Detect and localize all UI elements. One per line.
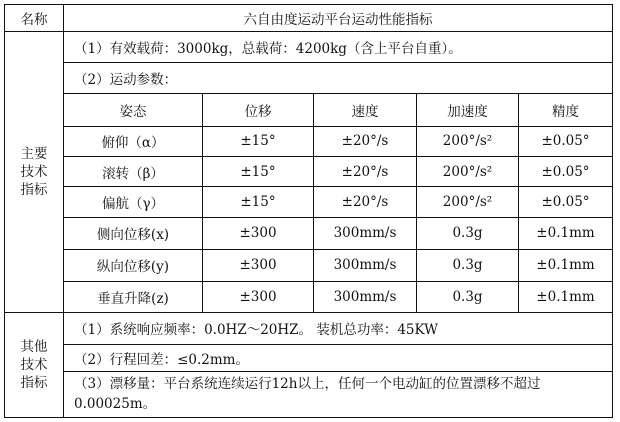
cell-acceleration: 200°/s² — [417, 156, 519, 186]
cell-attitude: 滚转（β） — [64, 156, 203, 186]
backlash-spec: （2）行程回差：≤0.2mm。 — [64, 344, 613, 371]
column-header: 速度 — [314, 94, 417, 126]
cell-velocity: 300mm/s — [314, 217, 417, 249]
cell-attitude: 侧向位移(x) — [64, 217, 203, 249]
cell-displacement: ±15° — [203, 126, 314, 156]
other-row — [5, 313, 613, 344]
category-line: 主要 — [20, 146, 48, 163]
spec-table — [4, 4, 613, 418]
drift-spec: （3）漂移量：平台系统连续运行12h以上，任何一个电动缸的位置漂移不超过0.00025m。 — [64, 371, 613, 417]
table-row — [5, 156, 613, 186]
cell-acceleration: 200°/s² — [417, 187, 519, 217]
cell-velocity: 300mm/s — [314, 250, 417, 281]
column-header: 姿态 — [64, 94, 203, 126]
other-row — [5, 344, 613, 371]
cell-acceleration: 0.3g — [417, 250, 519, 281]
load-row — [5, 32, 613, 62]
cell-displacement: ±300 — [203, 281, 314, 312]
cell-acceleration: 200°/s² — [417, 126, 519, 156]
motion-params-row — [5, 62, 613, 93]
cell-accuracy: ±0.05° — [519, 156, 613, 186]
cell-attitude: 偏航（γ） — [64, 187, 203, 217]
load-spec: （1）有效载荷：3000kg，总载荷：4200kg（含上平台自重）。 — [64, 32, 613, 62]
main-specs-category — [5, 32, 64, 313]
cell-acceleration: 0.3g — [417, 281, 519, 312]
motion-params-label: （2）运动参数： — [64, 62, 613, 93]
header-row — [5, 5, 613, 32]
cell-velocity: 300mm/s — [314, 281, 417, 312]
header-name-label: 名称 — [5, 5, 64, 32]
cell-accuracy: ±0.05° — [519, 126, 613, 156]
cell-accuracy: ±0.05° — [519, 187, 613, 217]
table-row — [5, 126, 613, 156]
column-header: 位移 — [203, 94, 314, 126]
other-specs-category — [5, 313, 64, 418]
table-row — [5, 250, 613, 281]
category-line: 技术 — [20, 357, 48, 374]
cell-attitude: 垂直升降(z) — [64, 281, 203, 312]
motion-header-row — [5, 94, 613, 126]
cell-attitude: 纵向位移(y) — [64, 250, 203, 281]
other-row — [5, 371, 613, 417]
cell-velocity: ±20°/s — [314, 187, 417, 217]
table-row — [5, 217, 613, 249]
cell-velocity: ±20°/s — [314, 156, 417, 186]
cell-acceleration: 0.3g — [417, 217, 519, 249]
category-line: 其他 — [20, 339, 48, 356]
cell-displacement: ±15° — [203, 187, 314, 217]
table-row — [5, 281, 613, 312]
table-row — [5, 187, 613, 217]
cell-displacement: ±15° — [203, 156, 314, 186]
category-line: 技术 — [20, 164, 48, 181]
cell-velocity: ±20°/s — [314, 126, 417, 156]
category-line: 指标 — [20, 182, 48, 199]
cell-accuracy: ±0.1mm — [519, 217, 613, 249]
table-title: 六自由度运动平台运动性能指标 — [64, 5, 613, 32]
cell-accuracy: ±0.1mm — [519, 281, 613, 312]
cell-attitude: 俯仰（α） — [64, 126, 203, 156]
response-frequency-spec: （1）系统响应频率：0.0HZ～20HZ。 装机总功率：45KW — [64, 313, 613, 344]
cell-displacement: ±300 — [203, 250, 314, 281]
column-header: 精度 — [519, 94, 613, 126]
cell-displacement: ±300 — [203, 217, 314, 249]
cell-accuracy: ±0.1mm — [519, 250, 613, 281]
column-header: 加速度 — [417, 94, 519, 126]
category-line: 指标 — [20, 375, 48, 392]
